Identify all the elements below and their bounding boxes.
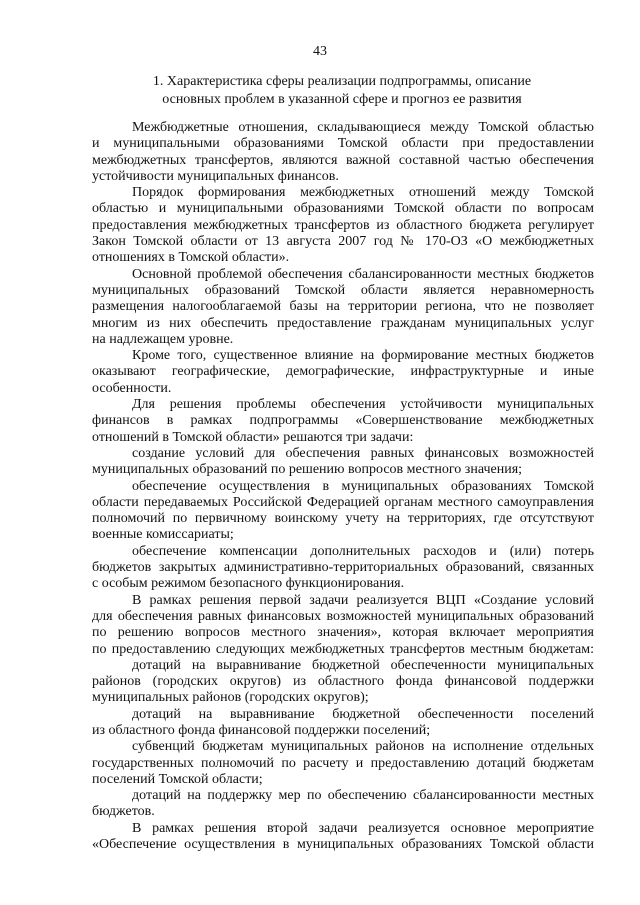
text-line: муниципальных образований по решению вопросов местного значения; xyxy=(92,462,523,478)
text-line: предоставления межбюджетных трансфертов из областного бюджета регулирует xyxy=(92,217,594,233)
text-line: обеспечение компенсации дополнительных расходов и (или) потерь xyxy=(132,543,594,559)
text-line: муниципальных районов (городских округов); xyxy=(92,690,369,706)
text-line: государственных полномочий по расчету и предоставлению дотаций бюджетам xyxy=(92,755,594,771)
text-line: дотаций на выравнивание бюджетной обеспеченности поселений xyxy=(132,706,594,722)
text-line: дотаций на поддержку мер по обеспечению сбалансированности местных xyxy=(132,788,594,804)
text-line: и муниципальными образованиями Томской области при предоставлении xyxy=(92,136,594,152)
text-line: субвенций бюджетам муниципальных районов на исполнение отдельных xyxy=(132,739,594,755)
text-line: по решению вопросов местного значения», которая включает мероприятия xyxy=(92,625,594,641)
text-line: оказывают географические, демографические, инфраструктурные и иные xyxy=(92,364,594,380)
text-line: создание условий для обеспечения равных финансовых возможностей xyxy=(132,445,594,461)
page-number: 43 xyxy=(313,44,327,59)
text-line: Для решения проблемы обеспечения устойчивости муниципальных xyxy=(132,397,594,413)
section-title-line: основных проблем в указанной сфере и прогноз ее развития xyxy=(162,92,522,107)
section-title-line: 1. Характеристика сферы реализации подпрограммы, описание xyxy=(152,74,532,89)
text-line: бюджетов закрытых административно-территориальных образований, связанных xyxy=(92,560,594,576)
section-title xyxy=(92,73,592,109)
text-line: для обеспечения равных финансовых возможностей муниципальных образований xyxy=(92,608,594,624)
text-line: отношениях в Томской области». xyxy=(92,250,290,266)
text-line: отношений в Томской области» решаются три задачи: xyxy=(92,429,414,445)
text-line: на надлежащем уровне. xyxy=(92,331,234,347)
text-line: с особым режимом безопасного функционирования. xyxy=(92,576,405,592)
text-line: Кроме того, существенное влияние на формирование местных бюджетов xyxy=(132,348,594,364)
text-line: Закон Томской области от 13 августа 2007 год № 170-ОЗ «О межбюджетных xyxy=(92,234,594,250)
text-line: военные комиссариаты; xyxy=(92,527,234,543)
text-line: устойчивости муниципальных финансов. xyxy=(92,168,339,184)
text-line: Основной проблемой обеспечения сбалансированности местных бюджетов xyxy=(132,266,594,282)
text-line: В рамках решения первой задачи реализуется ВЦП «Создание условий xyxy=(132,592,594,608)
text-line: областью и муниципальными образованиями Томской области по вопросам xyxy=(92,201,594,217)
text-line: Порядок формирования межбюджетных отношений между Томской xyxy=(132,185,594,201)
text-line: бюджетов. xyxy=(92,804,155,820)
body-text xyxy=(92,120,594,853)
text-line: Межбюджетные отношения, складывающиеся между Томской областью xyxy=(132,120,594,135)
text-line: размещения налогооблагаемой базы на территории региона, что не позволяет xyxy=(92,299,594,315)
text-line: районов (городских округов) из областного фонда финансовой поддержки xyxy=(92,674,594,690)
text-line: полномочий по первичному воинскому учету на территориях, где отсутствуют xyxy=(92,511,594,527)
text-line: области передаваемых Российской Федерацией органам местного самоуправления xyxy=(92,494,594,510)
text-line: особенности. xyxy=(92,380,172,396)
text-line: из областного фонда финансовой поддержки поселений; xyxy=(92,722,431,738)
text-line: поселений Томской области; xyxy=(92,771,263,787)
text-line: В рамках решения второй задачи реализуется основное мероприятие xyxy=(132,820,594,836)
text-line: «Обеспечение осуществления в муниципальных образованиях Томской области xyxy=(92,837,594,853)
text-line: межбюджетных трансфертов, являются важной составной частью обеспечения xyxy=(92,152,594,168)
text-line: дотаций на выравнивание бюджетной обеспеченности муниципальных xyxy=(132,657,594,673)
text-line: финансов в рамках подпрограммы «Совершенствование межбюджетных xyxy=(92,413,594,429)
text-line: обеспечение осуществления в муниципальных образованиях Томской xyxy=(132,478,594,494)
text-line: по предоставлению следующих межбюджетных трансфертов местным бюджетам: xyxy=(92,641,594,657)
text-line: муниципальных образований Томской области является неравномерность xyxy=(92,282,594,298)
text-line: многим из них обеспечить предоставление гражданам муниципальных услуг xyxy=(92,315,594,331)
